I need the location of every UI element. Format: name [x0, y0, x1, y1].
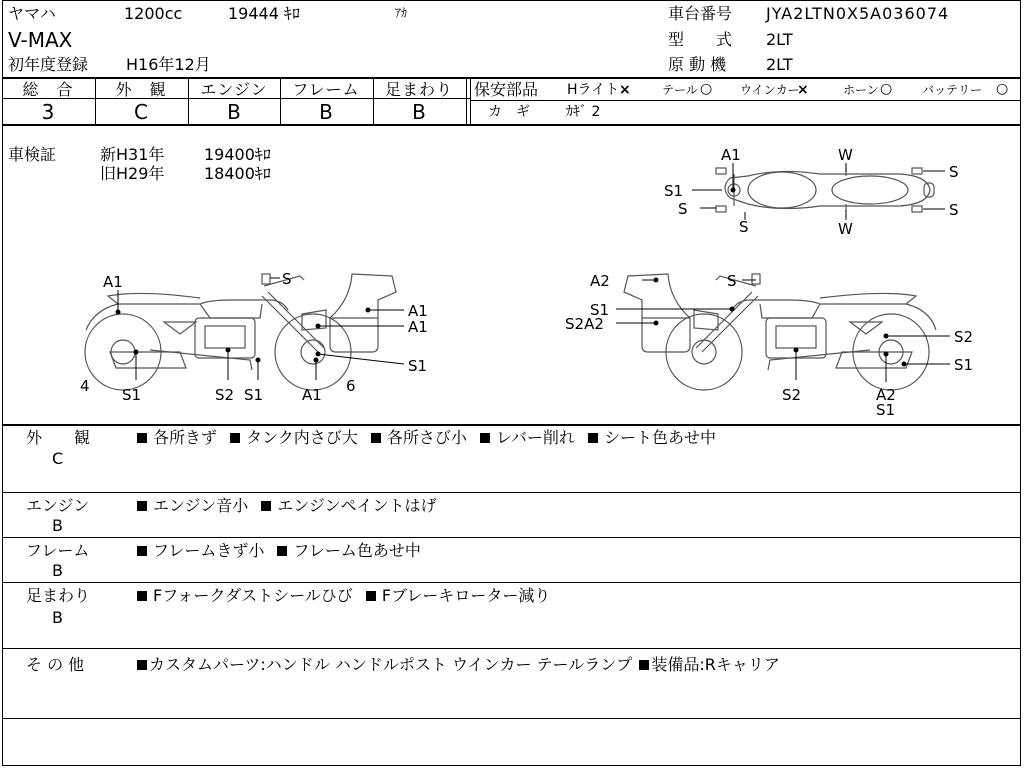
top-label-s-bottom: S [739, 218, 749, 236]
note-grade-exterior: C [52, 449, 64, 468]
notes-divider [2, 648, 1021, 649]
top-view-drawing [716, 168, 934, 212]
left-label-a1-tail: A1 [103, 273, 123, 291]
notes-divider [2, 537, 1021, 538]
notes-divider [2, 582, 1021, 583]
note-grade-engine: B [52, 516, 63, 535]
battery-label: バッテリー [922, 83, 983, 97]
overall-grade-label: 総 合 [22, 80, 74, 99]
right-label-s2a2: S2A2 [565, 315, 604, 333]
left-label-a1-wheel: A1 [302, 386, 322, 404]
note-item: 各所さび小 [386, 428, 467, 447]
type-label: 型 式 [668, 30, 733, 49]
right-label-s1-rear: S1 [954, 356, 974, 374]
left-label-6: 6 [346, 377, 356, 395]
overall-grade-value: 3 [41, 100, 55, 124]
top-label-s-rear-lower: S [949, 201, 959, 219]
grade-divider [466, 78, 467, 124]
note-category-suspension: 足まわり [26, 586, 91, 605]
note-items-exterior [137, 430, 716, 446]
left-label-a1-fork: A1 [408, 318, 428, 336]
mileage: 19444 ｷﾛ [228, 4, 300, 23]
type-value: 2LT [766, 30, 793, 49]
headlight-status: × [619, 82, 631, 98]
inspection-new-label: 新H31年 [100, 145, 165, 164]
grade-divider [470, 78, 471, 124]
top-label-s-rear-upper: S [949, 163, 959, 181]
safety-label: 保安部品 [474, 80, 539, 99]
bullet-square [277, 546, 287, 556]
model-name: V-MAX [8, 28, 73, 52]
right-label-s1: S1 [590, 301, 610, 319]
note-items-engine [137, 498, 437, 514]
notes-divider [2, 492, 1021, 493]
engine-type-value: 2LT [766, 55, 793, 74]
left-label-a1-case: A1 [408, 302, 428, 320]
bullet-square [137, 501, 147, 511]
inspection-new-value: 19400ｷﾛ [204, 145, 271, 164]
bullet-square [137, 591, 147, 601]
engine-grade-label: エンジン [200, 80, 268, 99]
tail-label: テール [662, 83, 698, 97]
horn-label: ホーン [843, 83, 879, 97]
note-items-frame [137, 543, 421, 559]
right-label-a2: A2 [590, 272, 610, 290]
headlight-label: Hライト [567, 82, 620, 98]
note-item: シート色あせ中 [603, 428, 716, 447]
note-item: フレーム色あせ中 [293, 541, 421, 560]
notes-divider [2, 718, 1021, 719]
note-item: タンク内さび大 [246, 428, 358, 447]
motorcycle-damage-diagram [0, 126, 1024, 422]
tail-status: ○ [700, 81, 713, 97]
equipment-label: 装備品: [651, 655, 705, 674]
note-item: Fフォークダストシールひび [153, 586, 353, 605]
frame-no-label: 車台番号 [668, 4, 733, 23]
note-items-suspension [137, 588, 550, 604]
left-side-view-drawing [85, 274, 396, 390]
inspection-old-value: 18400ｷﾛ [204, 164, 271, 183]
key-value: ｶｷﾞ 2 [566, 104, 601, 120]
frame-grade-value: B [319, 100, 333, 124]
left-label-s1-rear: S1 [122, 386, 142, 404]
left-label-4: 4 [80, 377, 90, 395]
inspection-label: 車検証 [8, 145, 57, 164]
right-label-s1-wheel: S1 [876, 401, 896, 419]
color: ｱｶ [395, 6, 408, 20]
maker: ヤマハ [8, 4, 56, 23]
horn-status: ○ [880, 81, 893, 97]
note-item: レバー削れ [496, 428, 575, 447]
engine-type-label: 原 動 機 [668, 55, 727, 74]
note-items-other [137, 657, 780, 673]
bullet-square [261, 501, 271, 511]
right-label-s2-rear: S2 [954, 328, 974, 346]
notes-top-border [2, 424, 1021, 426]
winker-label: ウインカー [740, 83, 800, 97]
note-item: Fブレーキローター減り [381, 586, 551, 605]
right-label-s2-engine: S2 [782, 386, 802, 404]
note-grade-frame: B [52, 561, 63, 580]
bullet-square [588, 433, 598, 443]
custom-parts-value: ハンドル ハンドルポスト ウインカー テールランプ [265, 655, 633, 674]
engine-grade-value: B [227, 100, 241, 124]
top-label-a1: A1 [721, 146, 741, 164]
displacement: 1200cc [124, 4, 183, 23]
suspension-grade-value: B [412, 100, 426, 124]
bullet-square [366, 591, 376, 601]
note-item: 各所きず [153, 428, 218, 447]
grade-table-top-border [2, 77, 1021, 79]
left-label-s1-front: S1 [408, 357, 428, 375]
top-label-s1: S1 [664, 182, 684, 200]
first-registration-label: 初年度登録 [8, 55, 89, 74]
first-registration-value: H16年12月 [126, 55, 211, 74]
left-label-s-mirror: S [282, 270, 292, 288]
note-item: エンジン音小 [153, 496, 249, 515]
bullet-square [230, 433, 240, 443]
key-label: カ ギ [488, 104, 530, 120]
note-category-other: そ の 他 [26, 655, 85, 674]
note-item: エンジンペイントはげ [277, 496, 437, 515]
right-label-a2-wheel: A2 [876, 386, 896, 404]
custom-parts-label: カスタムパーツ: [149, 655, 266, 674]
note-category-frame: フレーム [26, 541, 90, 560]
exterior-grade-value: C [134, 100, 148, 124]
bullet-square [371, 433, 381, 443]
bullet-square [480, 433, 490, 443]
note-item: フレームきず小 [153, 541, 265, 560]
left-label-s2: S2 [215, 386, 235, 404]
right-label-s-mirror: S [727, 272, 737, 290]
inspection-old-label: 旧H29年 [100, 164, 165, 183]
left-label-s1-engine: S1 [244, 386, 264, 404]
battery-status: ○ [996, 81, 1009, 97]
top-label-s-front-lower: S [678, 200, 688, 218]
exterior-grade-label: 外 観 [115, 80, 167, 99]
frame-grade-label: フレーム [292, 80, 360, 99]
bullet-square [137, 660, 147, 670]
frame-no-value: JYA2LTN0X5A036074 [766, 4, 950, 23]
top-label-w-lower: W [838, 220, 853, 238]
bullet-square [137, 433, 147, 443]
top-label-w-upper: W [838, 146, 853, 164]
suspension-grade-label: 足まわり [384, 80, 453, 99]
winker-status: × [797, 82, 809, 98]
note-category-exterior: 外 観 [26, 428, 91, 447]
right-side-view-drawing [624, 274, 936, 390]
bullet-square [639, 660, 649, 670]
safety-mid-border [470, 100, 1021, 101]
note-category-engine: エンジン [26, 496, 90, 515]
note-grade-suspension: B [52, 608, 63, 627]
equipment-value: Rキャリア [704, 655, 780, 674]
bullet-square [137, 546, 147, 556]
